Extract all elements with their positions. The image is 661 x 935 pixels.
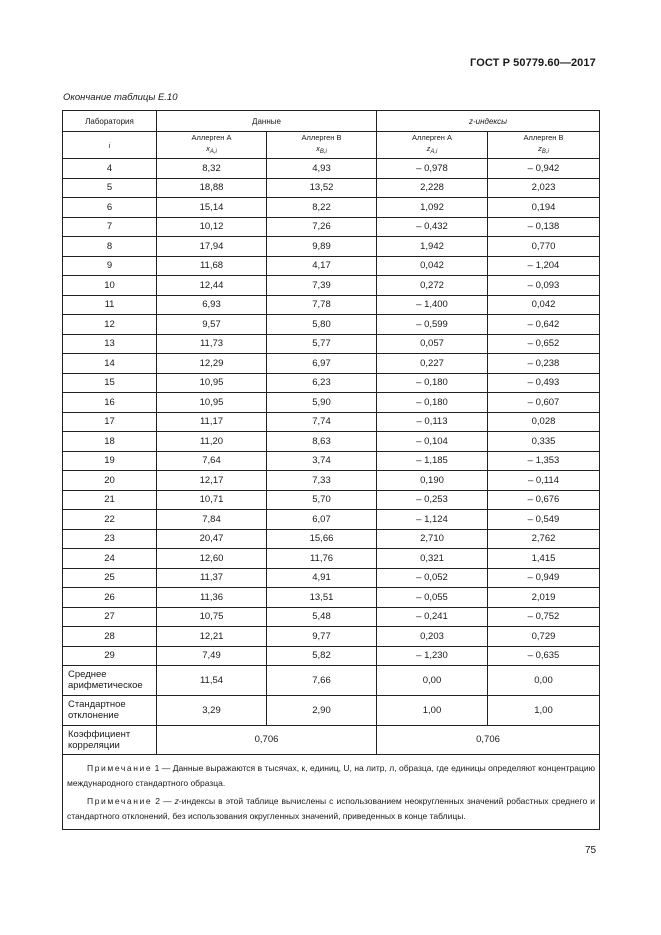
cell-xb: 9,89	[267, 237, 377, 257]
z-var: z	[426, 144, 431, 153]
cell-za: 0,190	[377, 471, 488, 491]
mean-zb: 0,00	[488, 666, 600, 696]
std-label-line2: отклонение	[68, 710, 119, 722]
cell-xb: 5,80	[267, 315, 377, 335]
table-row	[63, 549, 600, 569]
note-2-number: 2 —	[152, 796, 175, 807]
cell-za: – 1,124	[377, 510, 488, 530]
allergen-a-label: Аллерген A	[191, 133, 232, 142]
note-1-prefix: Примечание	[87, 763, 153, 774]
header-row-1	[63, 111, 600, 132]
cell-xa: 10,95	[157, 393, 267, 413]
cell-xb: 15,66	[267, 529, 377, 549]
cell-zb: 2,023	[488, 178, 600, 198]
cell-za: – 0,432	[377, 217, 488, 237]
allergen-a-label: Аллерген A	[411, 133, 453, 142]
cell-zb: – 0,949	[488, 568, 600, 588]
cell-i: 21	[63, 490, 157, 510]
cell-zb: – 0,093	[488, 276, 600, 296]
mean-label-line1: Среднее	[68, 669, 107, 681]
mean-label-line2: арифметическое	[68, 680, 143, 692]
z-var: z	[538, 144, 542, 153]
cell-za: 2,228	[377, 178, 488, 198]
cell-zb: – 0,652	[488, 334, 600, 354]
za-symbol	[377, 143, 487, 158]
x-var: x	[206, 144, 210, 153]
cell-xb: 4,93	[267, 159, 377, 179]
cell-xa: 11,36	[157, 588, 267, 608]
cell-zb: – 1,353	[488, 451, 600, 471]
cell-za: – 1,185	[377, 451, 488, 471]
cell-za: – 0,180	[377, 373, 488, 393]
cell-i: 12	[63, 315, 157, 335]
table-row	[63, 256, 600, 276]
mean-label	[63, 666, 157, 696]
table-row	[63, 237, 600, 257]
cell-za: 0,057	[377, 334, 488, 354]
data-table	[62, 110, 600, 830]
notes-row	[63, 755, 600, 830]
b-index: B,i	[541, 149, 549, 155]
cell-i: 5	[63, 178, 157, 198]
cell-za: 0,321	[377, 549, 488, 569]
table-row	[63, 373, 600, 393]
cell-xb: 7,33	[267, 471, 377, 491]
cell-xb: 8,63	[267, 432, 377, 452]
cell-xa: 6,93	[157, 295, 267, 315]
table-row	[63, 607, 600, 627]
cell-zb: – 0,635	[488, 646, 600, 666]
cell-xa: 11,20	[157, 432, 267, 452]
table-row	[63, 568, 600, 588]
cell-xb: 13,51	[267, 588, 377, 608]
std-za: 1,00	[377, 695, 488, 725]
cell-i: 10	[63, 276, 157, 296]
cell-xa: 11,73	[157, 334, 267, 354]
allergen-b-label: Аллерген B	[301, 133, 342, 142]
cell-zb: – 0,607	[488, 393, 600, 413]
cell-xa: 12,21	[157, 627, 267, 647]
cell-i: 19	[63, 451, 157, 471]
mean-row	[63, 666, 600, 696]
cell-xa: 12,60	[157, 549, 267, 569]
cell-zb: 0,042	[488, 295, 600, 315]
cell-i: 14	[63, 354, 157, 374]
cell-za: – 0,055	[377, 588, 488, 608]
cell-xa: 8,32	[157, 159, 267, 179]
cell-zb: – 0,238	[488, 354, 600, 374]
cell-i: 24	[63, 549, 157, 569]
cell-i: 22	[63, 510, 157, 530]
cell-zb: 0,028	[488, 412, 600, 432]
cell-xa: 7,64	[157, 451, 267, 471]
cell-i: 9	[63, 256, 157, 276]
table-row	[63, 354, 600, 374]
mean-xb: 7,66	[267, 666, 377, 696]
cell-xb: 5,90	[267, 393, 377, 413]
header-z-scores	[377, 111, 600, 132]
cell-xb: 4,17	[267, 256, 377, 276]
table-row	[63, 412, 600, 432]
note-2	[67, 794, 595, 823]
correlation-data: 0,706	[157, 725, 377, 755]
cell-i: 28	[63, 627, 157, 647]
cell-xa: 12,29	[157, 354, 267, 374]
header-allergen-b-z	[488, 132, 600, 159]
cell-i: 11	[63, 295, 157, 315]
cell-za: 1,092	[377, 198, 488, 218]
cell-zb: – 0,642	[488, 315, 600, 335]
zb-symbol	[488, 143, 599, 158]
cell-xb: 13,52	[267, 178, 377, 198]
notes-cell	[63, 755, 600, 830]
cell-i: 17	[63, 412, 157, 432]
std-label	[63, 695, 157, 725]
cell-xa: 12,44	[157, 276, 267, 296]
cell-i: 4	[63, 159, 157, 179]
table-row	[63, 529, 600, 549]
cell-xb: 6,97	[267, 354, 377, 374]
cell-i: 23	[63, 529, 157, 549]
cell-za: 0,203	[377, 627, 488, 647]
cell-za: – 1,400	[377, 295, 488, 315]
cell-xa: 20,47	[157, 529, 267, 549]
table-row	[63, 471, 600, 491]
header-data: Данные	[157, 111, 377, 132]
cell-za: – 0,241	[377, 607, 488, 627]
mean-xa: 11,54	[157, 666, 267, 696]
std-label-line1: Стандартное	[68, 699, 126, 711]
cell-xa: 7,84	[157, 510, 267, 530]
b-index: B,i	[319, 149, 327, 155]
cell-xa: 10,95	[157, 373, 267, 393]
table-row	[63, 490, 600, 510]
cell-xa: 10,75	[157, 607, 267, 627]
note-2-prefix: Примечание	[87, 796, 153, 807]
cell-xa: 11,17	[157, 412, 267, 432]
cell-zb: 1,415	[488, 549, 600, 569]
cell-xb: 7,26	[267, 217, 377, 237]
correlation-z: 0,706	[377, 725, 600, 755]
header-row-2	[63, 132, 600, 159]
cell-za: – 0,253	[377, 490, 488, 510]
cell-zb: 2,762	[488, 529, 600, 549]
cell-za: – 0,599	[377, 315, 488, 335]
cell-zb: – 0,549	[488, 510, 600, 530]
table-row	[63, 295, 600, 315]
cell-zb: – 0,493	[488, 373, 600, 393]
cell-i: 7	[63, 217, 157, 237]
table-row	[63, 334, 600, 354]
cell-za: – 1,230	[377, 646, 488, 666]
cell-i: 18	[63, 432, 157, 452]
cell-za: – 0,978	[377, 159, 488, 179]
cell-xa: 10,71	[157, 490, 267, 510]
header-index	[63, 132, 157, 159]
cell-i: 26	[63, 588, 157, 608]
cell-zb: – 0,114	[488, 471, 600, 491]
table-row	[63, 510, 600, 530]
document-id: ГОСТ Р 50779.60—2017	[470, 57, 596, 69]
cell-i: 25	[63, 568, 157, 588]
corr-label-line2: корреляции	[68, 739, 120, 751]
mean-za: 0,00	[377, 666, 488, 696]
cell-zb: 0,194	[488, 198, 600, 218]
a-index: A,i	[430, 149, 438, 155]
correlation-row	[63, 725, 600, 755]
table-caption: Окончание таблицы Е.10	[63, 92, 178, 103]
header-allergen-b-data	[267, 132, 377, 159]
cell-xb: 5,70	[267, 490, 377, 510]
cell-xa: 7,49	[157, 646, 267, 666]
table-row	[63, 178, 600, 198]
cell-i: 16	[63, 393, 157, 413]
std-zb: 1,00	[488, 695, 600, 725]
cell-xa: 11,68	[157, 256, 267, 276]
table-row	[63, 276, 600, 296]
cell-i: 6	[63, 198, 157, 218]
table-row	[63, 646, 600, 666]
cell-xb: 5,82	[267, 646, 377, 666]
cell-zb: – 0,138	[488, 217, 600, 237]
xb-symbol	[267, 143, 376, 158]
cell-xa: 9,57	[157, 315, 267, 335]
cell-zb: 0,335	[488, 432, 600, 452]
cell-xa: 15,14	[157, 198, 267, 218]
table-row	[63, 159, 600, 179]
cell-za: – 0,052	[377, 568, 488, 588]
cell-za: 2,710	[377, 529, 488, 549]
cell-za: 0,272	[377, 276, 488, 296]
table-row	[63, 627, 600, 647]
cell-za: – 0,180	[377, 393, 488, 413]
note-1-text: 1 — Данные выражаются в тысячах, к, единиц, U, на литр, л, образца, где единицы определяют концентрацию международного стандартного образца.	[67, 763, 595, 788]
cell-xb: 7,74	[267, 412, 377, 432]
header-index-text: i	[108, 140, 111, 150]
table-row	[63, 315, 600, 335]
cell-xa: 10,12	[157, 217, 267, 237]
cell-xb: 5,48	[267, 607, 377, 627]
note-2-text: -индексы в этой таблице вычислены с использованием неокругленных значений робастных среднего и стандартного отклонений, без использования округленных значений, приведенных в конце таблицы.	[67, 796, 595, 821]
cell-i: 15	[63, 373, 157, 393]
cell-i: 29	[63, 646, 157, 666]
cell-zb: 0,770	[488, 237, 600, 257]
cell-zb: 0,729	[488, 627, 600, 647]
table-row	[63, 588, 600, 608]
xa-symbol	[157, 143, 266, 158]
a-index: A,i	[209, 149, 217, 155]
cell-i: 8	[63, 237, 157, 257]
header-allergen-a-z	[377, 132, 488, 159]
cell-xb: 3,74	[267, 451, 377, 471]
cell-zb: – 0,676	[488, 490, 600, 510]
page-number: 75	[585, 845, 597, 856]
header-z-scores-text: z-индексы	[469, 116, 507, 126]
cell-zb: – 0,942	[488, 159, 600, 179]
cell-i: 20	[63, 471, 157, 491]
cell-za: – 0,104	[377, 432, 488, 452]
std-xb: 2,90	[267, 695, 377, 725]
cell-i: 27	[63, 607, 157, 627]
cell-xb: 6,23	[267, 373, 377, 393]
note-2-z: z	[174, 796, 179, 807]
cell-xb: 5,77	[267, 334, 377, 354]
cell-xb: 7,78	[267, 295, 377, 315]
allergen-b-label: Аллерген B	[523, 133, 564, 142]
cell-xb: 11,76	[267, 549, 377, 569]
cell-xb: 7,39	[267, 276, 377, 296]
cell-i: 13	[63, 334, 157, 354]
header-allergen-a-data	[157, 132, 267, 159]
cell-zb: – 1,204	[488, 256, 600, 276]
std-row	[63, 695, 600, 725]
cell-za: 1,942	[377, 237, 488, 257]
x-var: x	[316, 144, 320, 153]
header-laboratory: Лаборатория	[63, 111, 157, 132]
cell-xb: 6,07	[267, 510, 377, 530]
cell-zb: 2,019	[488, 588, 600, 608]
cell-xa: 18,88	[157, 178, 267, 198]
cell-za: 0,227	[377, 354, 488, 374]
table-row	[63, 432, 600, 452]
std-xa: 3,29	[157, 695, 267, 725]
table-row	[63, 393, 600, 413]
table-row	[63, 451, 600, 471]
cell-xb: 9,77	[267, 627, 377, 647]
cell-xb: 8,22	[267, 198, 377, 218]
corr-label-line1: Коэффициент	[68, 728, 131, 740]
cell-za: 0,042	[377, 256, 488, 276]
table-row	[63, 198, 600, 218]
correlation-label	[63, 725, 157, 755]
cell-xb: 4,91	[267, 568, 377, 588]
cell-xa: 11,37	[157, 568, 267, 588]
cell-zb: – 0,752	[488, 607, 600, 627]
table-row	[63, 217, 600, 237]
cell-xa: 17,94	[157, 237, 267, 257]
note-1	[67, 761, 595, 790]
cell-xa: 12,17	[157, 471, 267, 491]
cell-za: – 0,113	[377, 412, 488, 432]
